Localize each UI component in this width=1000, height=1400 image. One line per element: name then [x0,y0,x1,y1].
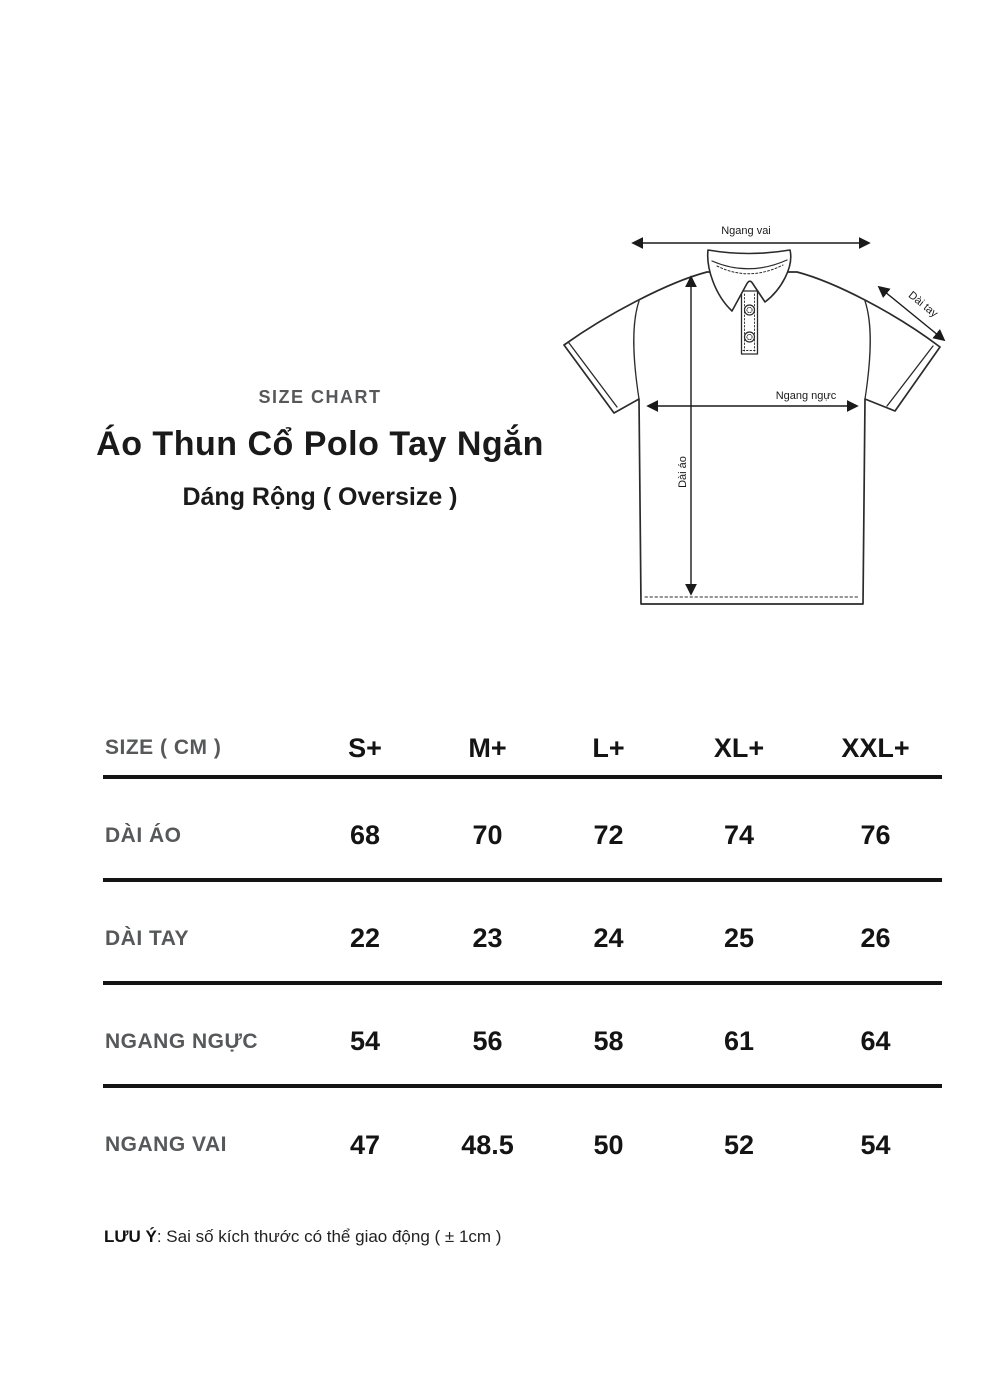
size-value: 68 [349,820,381,850]
row-label: DÀI TAY [105,926,190,950]
row-label: DÀI ÁO [105,823,182,847]
column-header-s: S+ [348,732,382,763]
size-value: 47 [349,1129,381,1160]
size-value: 23 [472,923,503,953]
shoulder-width-label: Ngang vai [721,225,771,237]
body-length-label: Dài áo [677,456,689,488]
column-header-m: M+ [468,732,507,763]
size-value: 76 [860,820,891,850]
title-block [60,386,580,512]
size-value: 64 [860,1026,891,1056]
table-row-ngang-vai [103,1088,942,1188]
size-value: 70 [472,820,503,850]
size-table [103,721,942,1188]
row-label: NGANG NGỰC [105,1029,259,1053]
tolerance-note-label: LƯU Ý [104,1227,157,1246]
button-placket [742,291,758,354]
size-chart-eyebrow: SIZE CHART [258,387,382,407]
tolerance-note [104,1227,501,1247]
fit-subtitle: Dáng Rộng ( Oversize ) [182,483,458,511]
polo-measurement-diagram [555,210,975,630]
size-value: 54 [860,1129,891,1160]
size-value: 56 [472,1026,503,1056]
column-header-l: L+ [592,732,625,763]
polo-shirt-outline [564,250,940,604]
chest-width-label: Ngang ngực [775,390,837,402]
table-row-dai-ao [103,779,942,882]
size-value: 52 [723,1129,755,1160]
size-value: 61 [723,1026,755,1056]
size-value: 72 [593,820,624,850]
size-value: 26 [860,923,891,953]
size-value: 74 [723,820,755,850]
table-row-ngang-nguc [103,985,942,1088]
size-value: 22 [349,923,381,953]
row-label: NGANG VAI [105,1133,227,1156]
size-value: 24 [593,923,624,953]
table-header-row [103,721,942,779]
size-value: 54 [349,1026,381,1056]
size-value: 58 [593,1026,624,1056]
polo-diagram-svg [555,210,975,630]
size-value: 48.5 [461,1129,514,1160]
column-header-xl: XL+ [713,732,765,763]
sleeve-length-label: Dài tay [905,289,940,321]
size-unit-header: SIZE ( CM ) [105,736,222,759]
table-row-dai-tay [103,882,942,985]
column-header-xxl: XXL+ [841,732,910,763]
tolerance-note-text: : Sai số kích thước có thể giao động ( ± 1cm ) [156,1227,502,1246]
product-title: Áo Thun Cổ Polo Tay Ngắn [96,425,544,463]
size-value: 50 [593,1129,624,1160]
button-top [745,305,755,315]
button-bottom [745,332,755,342]
size-value: 25 [723,923,755,953]
